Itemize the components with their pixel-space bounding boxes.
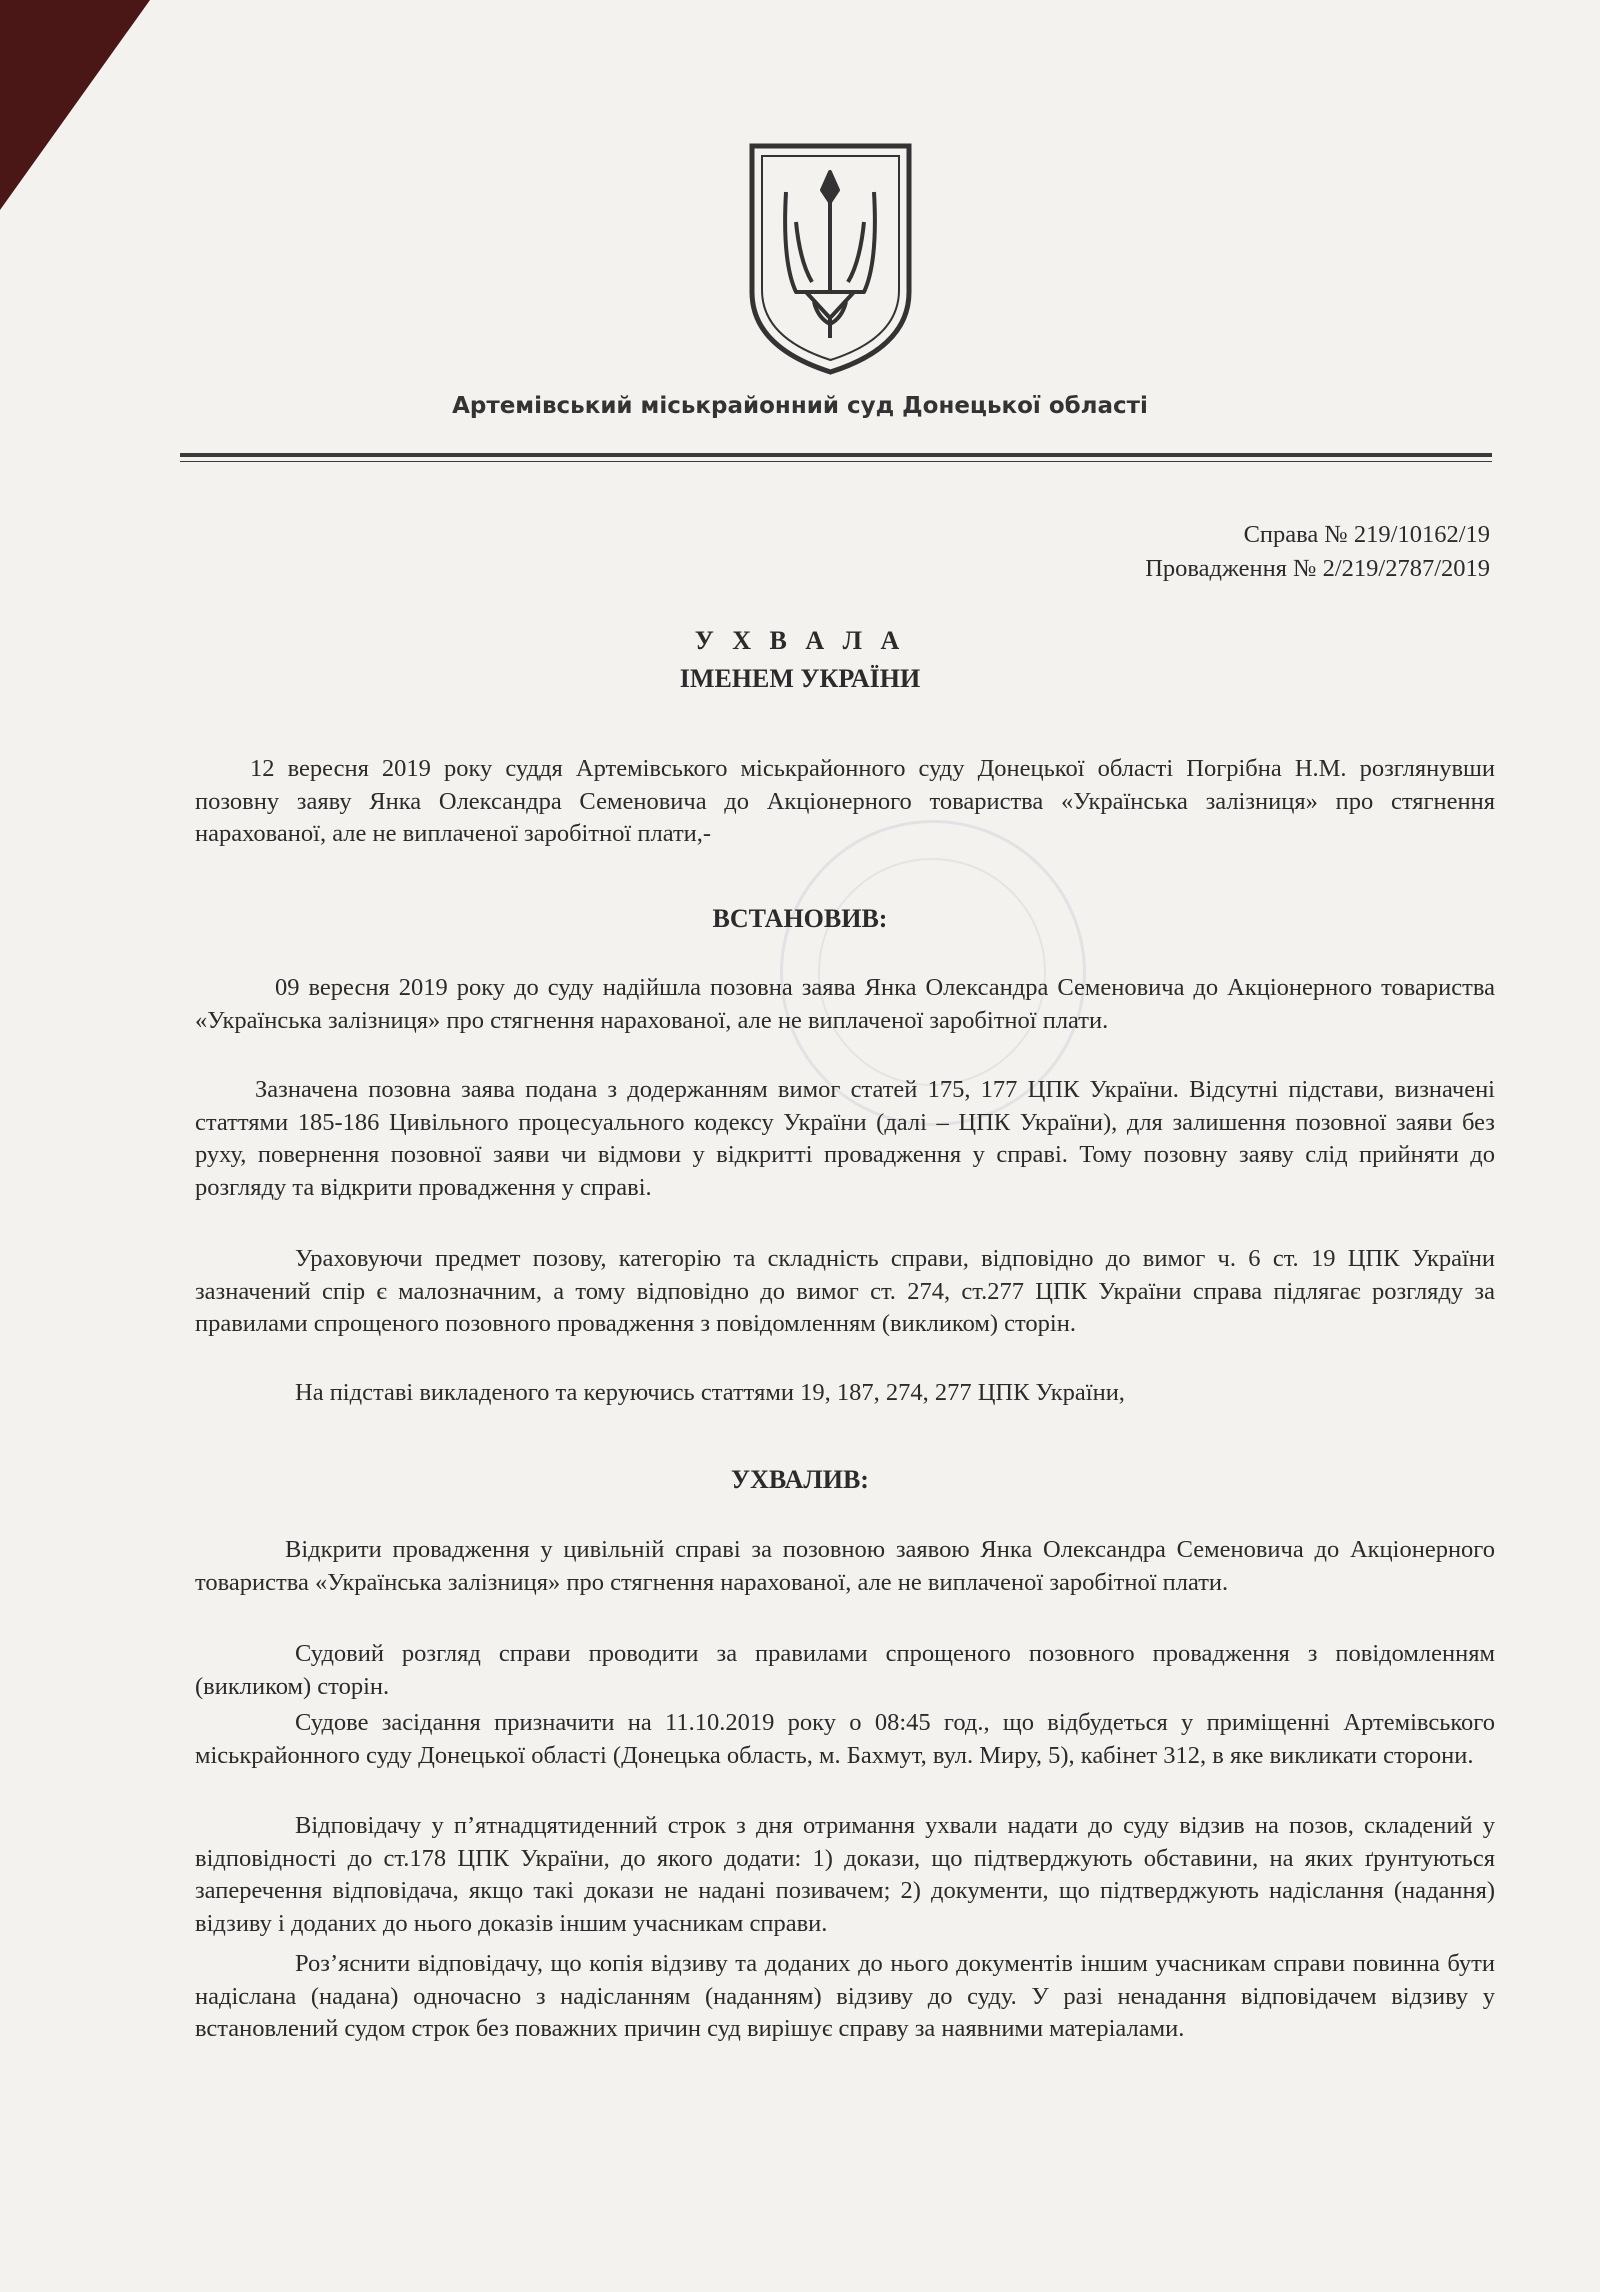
established-paragraph-3: Ураховуючи предмет позову, категорію та складність справи, відповідно до вимог ч. 6 ст. 19 ЦПК України зазначений спір є малозначним, а тому відповідно до вимог ст. 274, ст.277 ЦПК України справа підлягає розгляду за правилами спрощеного позовного провадження з повідомленням (викликом) сторін. [195, 1245, 1495, 1337]
established-paragraph-4: На підставі викладеного та керуючись статтями 19, 187, 274, 277 ЦПК України, [295, 1379, 1125, 1406]
title-ruling: У Х В А Л А [694, 626, 906, 655]
decided-paragraph-4: Відповідачу у п’ятнадцятиденний строк з дня отримання ухвали надати до суду відзив на позов, складений у відповідності до ст.178 ЦПК України, до якого додати: 1) докази, що підтверджують обставини, на яких ґрунтуються заперечення відповідача, якщо такі докази не надані позивачем; 2) документи, що підтверджують надіслання (надання) відзиву і доданих до нього доказів іншим учасникам справи. [195, 1812, 1495, 1937]
case-info [1145, 518, 1490, 586]
decided-paragraph-2: Судовий розгляд справи проводити за правилами спрощеного позовного провадження з повідомленням (викликом) сторін. [195, 1640, 1495, 1700]
established-paragraph-2: Зазначена позовна заява подана з додержанням вимог статей 175, 177 ЦПК України. Відсутні підстави, визначені статтями 185-186 Цивільного процесуального кодексу України (далі – ЦПК України), для залишення позовної заяви без руху, повернення позовної заяви чи відмови у відкритті провадження у справі. Тому позовну заяву слід прийняти до розгляду та відкрити провадження у справі. [195, 1076, 1495, 1201]
heading-established: ВСТАНОВИВ: [712, 904, 888, 933]
header-divider-thick [180, 453, 1492, 457]
court-name: Артемівський міськрайонний суд Донецької області [452, 393, 1148, 419]
decided-paragraph-5: Роз’яснити відповідачу, що копія відзиву та доданих до нього документів іншим учасникам справи повинна бути надіслана (надана) одночасно з надісланням (наданням) відзиву до суду. У разі ненадання відповідачем відзиву у встановлений судом строк без поважних причин суд вирішує справу за наявними матеріалами. [195, 1950, 1495, 2042]
decided-paragraph-3: Судове засідання призначити на 11.10.2019 року о 08:45 год., що відбудеться у приміщенні Артемівського міськрайонного суду Донецької області (Донецька область, м. Бахмут, вул. Миру, 5), кабінет 312, в яке викликати сторони. [195, 1709, 1495, 1769]
title-in-name-of-ukraine: ІМЕНЕМ УКРАЇНИ [679, 664, 921, 693]
page-corner-shadow [0, 0, 150, 210]
proceeding-number: Провадження № 2/219/2787/2019 [1145, 555, 1490, 582]
case-number: Справа № 219/10162/19 [1243, 521, 1490, 548]
established-paragraph-1: 09 вересня 2019 року до суду надійшла позовна заява Янка Олександра Семеновича до Акціонерного товариства «Українська залізниця» про стягнення нарахованої, але не виплаченої заробітної плати. [195, 974, 1495, 1034]
decided-paragraph-1: Відкрити провадження у цивільній справі за позовною заявою Янка Олександра Семеновича до Акціонерного товариства «Українська залізниця» про стягнення нарахованої, але не виплаченої заробітної плати. [195, 1536, 1495, 1596]
trident-coat-of-arms-icon [748, 142, 913, 376]
intro-paragraph: 12 вересня 2019 року суддя Артемівського міськрайонного суду Донецької області Погрібна Н.М. розглянувши позовну заяву Янка Олександра Семеновича до Акціонерного товариства «Українська залізниця» про стягнення нарахованої, але не виплаченої заробітної плати,- [195, 755, 1495, 847]
heading-decided: УХВАЛИВ: [731, 1465, 869, 1494]
document-title [0, 622, 1600, 698]
header-divider-thin [180, 461, 1492, 462]
